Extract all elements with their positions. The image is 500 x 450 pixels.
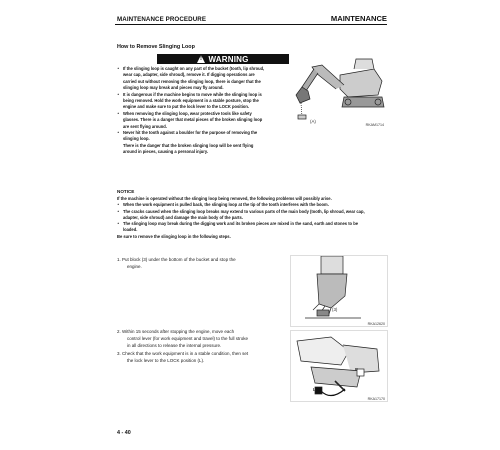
warning-banner — [157, 54, 289, 64]
lock-lever-illustration — [291, 331, 387, 401]
notice-body — [117, 196, 389, 240]
figure-lock-lever — [290, 330, 388, 402]
page-number: 4 - 40 — [117, 430, 131, 436]
warning-label: WARNING — [208, 54, 249, 64]
warning-item: • It is dangerous if the machine begins to move while the slinging loop is being removed. Hold the work equipment in a stable posture, stop the engine and make sure to put the lock lever to the LOCK position. — [117, 92, 289, 111]
figure-excavator-slinging-loop — [292, 55, 386, 127]
header-chapter-name: MAINTENANCE — [330, 14, 387, 23]
warning-list — [117, 66, 289, 156]
step-2: 2. Within 15 seconds after stopping the engine, move each control lever (for work equipment and travel) to the full stroke in all directions to release the internal pressure. — [117, 329, 249, 348]
step-3: 3. Check that the work equipment is in a stable condition, then set the lock lever to the LOCK position (L). — [117, 351, 249, 363]
header-divider — [115, 24, 387, 25]
figure-bucket-block — [290, 255, 388, 327]
bucket-illustration — [291, 256, 387, 326]
figure-callout-a: (A) — [310, 119, 316, 124]
header-section-name: MAINTENANCE PROCEDURE — [117, 16, 207, 23]
warning-item: • Never hit the tooth against a boulder for the purpose of removing the slinging loop. There is the danger that the broken slinging loop will be sent flying around in pieces, causing a personal injury. — [117, 130, 289, 156]
figure-id: RKA12620 — [367, 322, 385, 326]
figure-callout-l: L — [313, 387, 316, 392]
section-title: How to Remove Slinging Loop — [117, 44, 195, 50]
figure-callout-3: (3) — [332, 307, 338, 312]
notice-item: • The slinging loop may break during the digging work and its broken pieces are mixed in the sand, earth and stones to be loaded. — [117, 221, 389, 234]
warning-item: • When removing the slinging loop, wear protective tools like safety glasses. There is a danger that metal pieces of the broken slinging loop are sent flying around. — [117, 111, 289, 130]
figure-id: RKA17170 — [367, 397, 385, 401]
notice-item: • The cracks caused when the slinging loop breaks may extend to various parts of the main body (tooth, lip shroud, wear cap, adapter, side shroud) and damage the main body of the parts. — [117, 209, 389, 222]
figure-id: RKAM1714 — [365, 123, 384, 127]
excavator-illustration — [292, 55, 386, 127]
warning-item: • If the slinging loop is caught on any part of the bucket (tooth, lip shroud, wear cap, adapter, side shroud), remove it. If digging operations are carried out without removing the slinging loop, there is danger that the slinging loop may break and pieces may fly around. — [117, 66, 289, 92]
figure-callout-f: F — [355, 367, 358, 372]
step-1: 1. Put block (3) under the bottom of the bucket and stop the engine. — [117, 257, 236, 269]
notice-outro: Be sure to remove the slinging loop in the following steps. — [117, 233, 231, 239]
notice-item: • When the work equipment is pulled back, the slinging loop at the tip of the tooth interferes with the boom. — [117, 202, 389, 208]
notice-title: NOTICE — [117, 189, 135, 194]
notice-intro: If the machine is operated without the slinging loop being removed, the following problems will possibly arise. — [117, 196, 332, 201]
warning-triangle-icon — [197, 55, 205, 63]
